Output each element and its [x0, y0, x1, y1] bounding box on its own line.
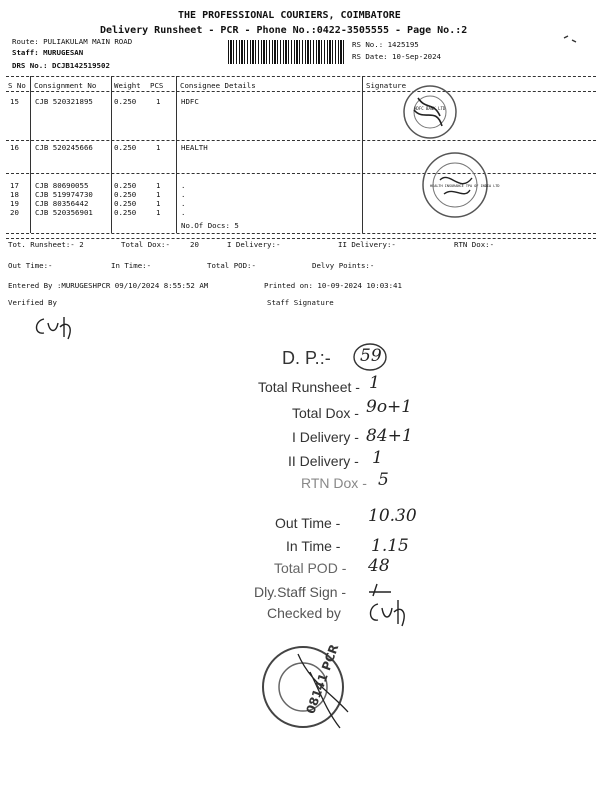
total-pod: Total POD:-	[207, 261, 256, 270]
dp-value: 59	[360, 346, 382, 366]
header-signature: Signature	[366, 81, 407, 90]
header-sno: S No	[8, 81, 26, 90]
row-weight: 0.250	[114, 208, 137, 217]
row-sno: 16	[10, 143, 19, 152]
hw-i-delivery-value: 84+1	[366, 426, 413, 446]
checked-by-signature	[364, 598, 414, 628]
hdfc-stamp	[400, 82, 462, 144]
row-weight: 0.250	[114, 143, 137, 152]
row-pcs: 1	[156, 97, 161, 106]
hw-total-pod-label: Total POD -	[274, 560, 347, 576]
row-consignment: CJB 520245666	[35, 143, 93, 152]
row-pcs: 1	[156, 143, 161, 152]
out-time: Out Time:-	[8, 261, 53, 270]
row-sno: 15	[10, 97, 19, 106]
hw-out-time-value: 10.30	[368, 506, 417, 526]
header-consignee: Consignee Details	[180, 81, 256, 90]
verified-by: Verified By	[8, 298, 57, 307]
divider	[6, 76, 596, 77]
row-consignee: .	[181, 190, 186, 199]
divider	[6, 140, 596, 141]
total-dox-label: Total Dox:-	[121, 240, 170, 249]
hw-in-time-label: In Time -	[286, 538, 341, 554]
barcode	[228, 40, 344, 64]
in-time: In Time:-	[111, 261, 152, 270]
total-dox-value: 20	[190, 240, 199, 249]
hw-ii-delivery-value: 1	[372, 448, 383, 468]
runsheet-title: Delivery Runsheet - PCR - Phone No.:0422-3505555 - Page No.:2	[100, 25, 468, 36]
column-divider	[176, 76, 177, 233]
pcr-stamp-text: 08141 PCR	[303, 642, 342, 716]
row-pcs: 1	[156, 190, 161, 199]
row-consignment: CJB 80356442	[35, 199, 89, 208]
divider	[6, 173, 596, 174]
row-consignment: CJB 520321895	[35, 97, 93, 106]
row-consignee: .	[181, 208, 186, 217]
row-sno: 20	[10, 208, 19, 217]
stamp-text: HEALTH INSURANCE TPA OF INDIA LTD	[430, 184, 500, 188]
no-of-docs: No.Of Docs: 5	[181, 221, 239, 230]
row-consignment: CJB 520356901	[35, 208, 93, 217]
verified-signature	[30, 315, 80, 341]
row-weight: 0.250	[114, 199, 137, 208]
tot-runsheet: Tot. Runsheet:- 2	[8, 240, 84, 249]
entered-by: Entered By :MURUGESHPCR 09/10/2024 8:55:52 AM	[8, 281, 209, 290]
hw-in-time-value: 1.15	[371, 536, 409, 556]
row-sno: 19	[10, 199, 19, 208]
hw-total-dox-value: 9o+1	[366, 397, 413, 417]
row-pcs: 1	[156, 199, 161, 208]
route: Route: PULIAKULAM MAIN ROAD	[12, 37, 133, 46]
hw-rtn-dox-label: RTN Dox -	[301, 475, 367, 491]
hw-total-dox-label: Total Dox -	[292, 405, 359, 421]
header-weight: Weight	[114, 81, 141, 90]
hw-rtn-dox-value: 5	[378, 470, 389, 490]
header-pcs: PCS	[150, 81, 164, 90]
divider	[6, 91, 596, 92]
company-name: THE PROFESSIONAL COURIERS, COIMBATORE	[178, 10, 401, 21]
staff: Staff: MURUGESAN	[12, 48, 84, 57]
hw-checked-by-label: Checked by	[267, 605, 341, 621]
hw-total-runsheet-value: 1	[369, 373, 380, 393]
row-weight: 0.250	[114, 97, 137, 106]
i-delivery: I Delivery:-	[227, 240, 281, 249]
row-sno: 18	[10, 190, 19, 199]
printed-on: Printed on: 10-09-2024 10:03:41	[264, 281, 402, 290]
row-consignee: .	[181, 181, 186, 190]
row-consignment: CJB 519974730	[35, 190, 93, 199]
row-pcs: 1	[156, 181, 161, 190]
corner-mark	[562, 34, 578, 44]
hw-out-time-label: Out Time -	[275, 515, 341, 531]
staff-signature: Staff Signature	[267, 298, 334, 307]
rs-date: RS Date: 10-Sep-2024	[352, 52, 441, 61]
hw-total-runsheet-label: Total Runsheet -	[258, 379, 360, 395]
row-consignment: CJB 80690055	[35, 181, 89, 190]
divider	[6, 233, 596, 234]
divider	[6, 238, 596, 239]
row-consignee: .	[181, 199, 186, 208]
drs-number: DRS No.: DCJB142519502	[12, 61, 110, 70]
header-consignment: Consignment No	[34, 81, 97, 90]
staff-sign-mark	[367, 582, 395, 598]
hw-ii-delivery-label: II Delivery -	[288, 453, 359, 469]
row-weight: 0.250	[114, 190, 137, 199]
row-weight: 0.250	[114, 181, 137, 190]
hw-staff-sign-label: Dly.Staff Sign -	[254, 584, 347, 600]
row-sno: 17	[10, 181, 19, 190]
row-consignee: HEALTH	[181, 143, 208, 152]
dp-label: D. P.:-	[282, 348, 331, 368]
rs-number: RS No.: 1425195	[352, 40, 419, 49]
delvy-points: Delvy Points:-	[312, 261, 375, 270]
hw-total-pod-value: 48	[368, 556, 390, 576]
column-divider	[111, 76, 112, 233]
rtn-dox: RTN Dox:-	[454, 240, 495, 249]
row-consignee: HDFC	[181, 97, 199, 106]
ii-delivery: II Delivery:-	[338, 240, 396, 249]
column-divider	[30, 76, 31, 233]
column-divider	[362, 76, 363, 233]
hw-i-delivery-label: I Delivery -	[292, 429, 359, 445]
stamp-text: HDFC BANK LTD	[414, 106, 446, 111]
row-pcs: 1	[156, 208, 161, 217]
